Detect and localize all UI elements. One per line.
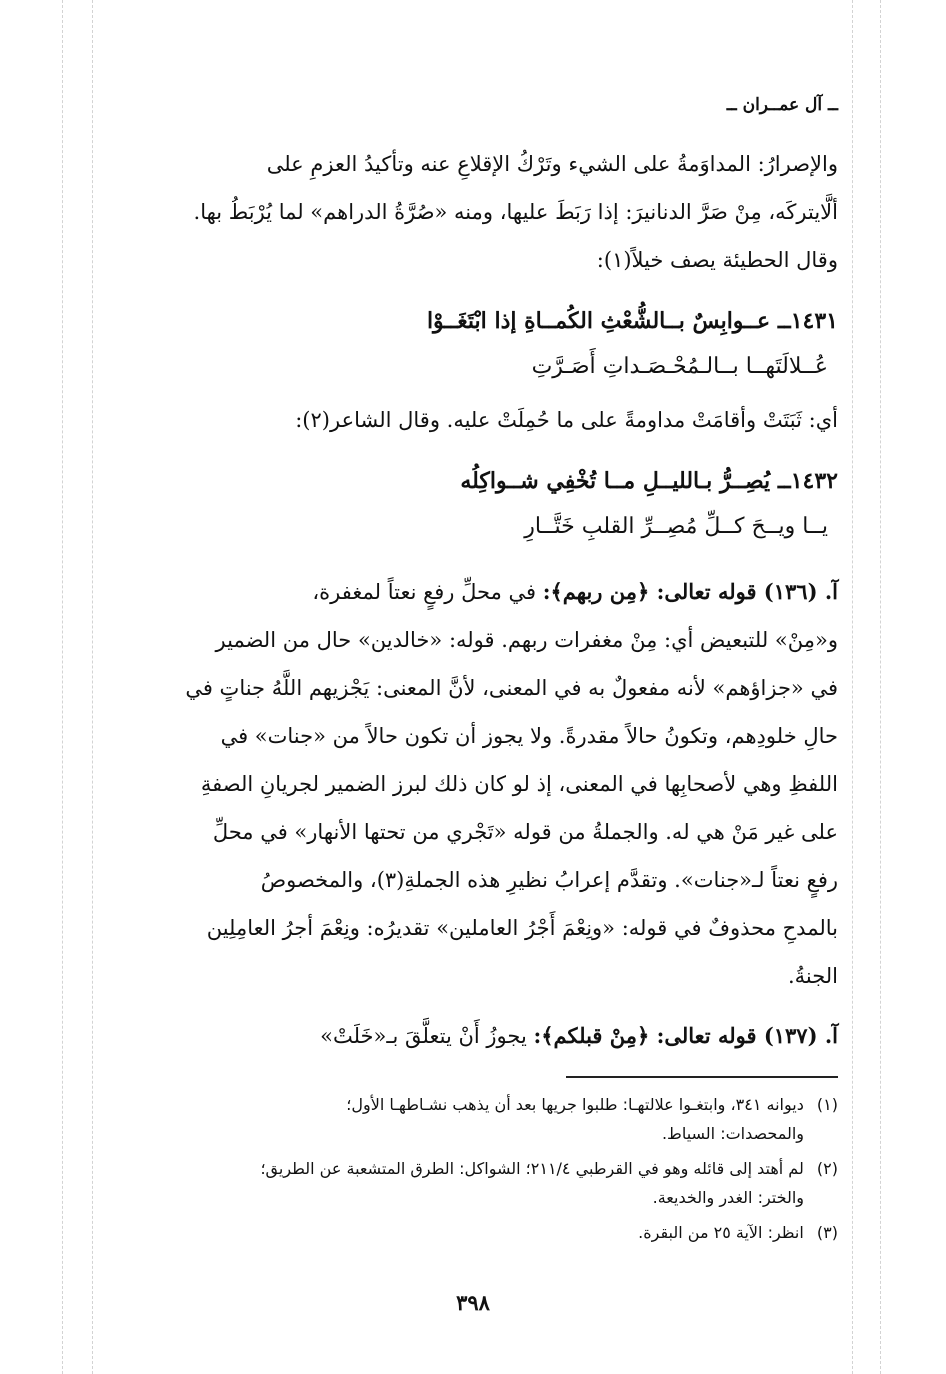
footnote-text-continued: والختر: الغدر والخديعة. xyxy=(652,1188,804,1207)
footnote-2 xyxy=(110,1154,838,1212)
margin-guide-left xyxy=(62,0,63,1374)
verse-1432 xyxy=(110,458,838,550)
paragraph-136-line: اللفظِ وهي لأصحابِها في المعنى، إذ لو كان ذلك لبرز الضمير لجريانِ الصفةِ xyxy=(200,772,838,796)
paragraph-136-line: في محلِّ رفعٍ نعتاً لمغفرة، xyxy=(312,580,537,604)
footnote-number: (١) xyxy=(816,1095,838,1114)
intro-line-1: والإصرارُ: المداوَمةُ على الشيء وتَرْكُ الإقلاعِ عنه وتأكيدُ العزمِ على xyxy=(266,152,838,176)
paragraph-136-line: في «جزاؤهم» لأنه مفعولٌ به في المعنى، لأنَّ المعنى: يَجْزيهم اللَّهُ جناتٍ في xyxy=(185,676,838,700)
paragraph-137-text: يجوزُ أَنْ يتعلَّقَ بـ«خَلَتْ» xyxy=(320,1024,527,1048)
ayah-137-label: آ. (١٣٧) قوله تعالى: ﴿مِنْ قبلكم﴾: xyxy=(533,1023,838,1048)
footnote-separator xyxy=(566,1076,838,1078)
footnote-text: ديوانه ٣٤١، وابتغـوا علالتهـا: طلبوا جريها بعد أن يذهب نشـاطهـا الأول؛ xyxy=(346,1095,804,1114)
footnote-3 xyxy=(110,1218,838,1247)
verse-1432-second-hemistich: يــا ويــحَ كــلِّ مُصِــرِّ القلبِ خَتَّــارِ xyxy=(524,514,828,539)
page-number: ٣٩٨ xyxy=(456,1290,490,1315)
verse-1432-first-hemistich: ١٤٣٢ــ يُصِــرُّ بـالليــلِ مــا تُخْفِي شــواكِلُه xyxy=(460,468,838,494)
intro-line-3: وقال الحطيئة يصف خيلاً(١): xyxy=(596,248,838,272)
verse-1431-second-hemistich: عُــلالَتَهــا بــالـمُحْـصَـداتِ أَصَـرَّتِ xyxy=(531,354,828,379)
verse-1431-first-hemistich: ١٤٣١ــ عــوابِسٌ بــالشُّعْثِ الكُمــاةِ إذا ابْتَغَــوْا xyxy=(426,308,838,334)
footnote-text-continued: والمحصدات: السياط. xyxy=(661,1124,804,1143)
footnote-number: (٣) xyxy=(816,1223,838,1242)
paragraph-136-line: على غير مَنْ هي له. والجملةُ من قوله «تَجْري من تحتها الأنهار» في محلِّ xyxy=(212,820,838,844)
margin-guide-right xyxy=(880,0,881,1374)
ayah-136-label: آ. (١٣٦) قوله تعالى: ﴿مِن ربهم﴾: xyxy=(542,579,838,604)
paragraph-136-first-line xyxy=(110,568,838,616)
paragraph-136-line: حالِ خلودِهم، وتكونُ حالاً مقدرةً. ولا يجوز أن تكون حالاً من «جنات» في xyxy=(220,724,838,748)
paragraph-137-first-line xyxy=(110,1012,838,1060)
footnote-number: (٢) xyxy=(816,1159,838,1178)
running-header: ــ آل عمــران ــ xyxy=(726,95,838,115)
intro-line-2: ألَّايتركَه، مِنْ صَرَّ الدنانيرَ: إذا رَبَطَ عليها، ومنه «صُرَّةُ الدراهم» لما يُرْبَطُ بها. xyxy=(193,200,838,224)
book-page xyxy=(110,88,838,1338)
verse-1431 xyxy=(110,298,838,390)
paragraph-136-line: رفعٍ نعتاً لـ«جنات». وتقدَّم إعرابُ نظيرِ هذه الجملةِ(٣)، والمخصوصُ xyxy=(260,868,838,892)
margin-guide-inner-left xyxy=(92,0,93,1374)
paragraph-136-line: الجنةُ. xyxy=(787,964,838,988)
paragraph-136-line: بالمدحِ محذوفٌ في قوله: «ونِعْمَ أَجْرُ العاملين» تقديرُه: ونِعْمَ أجرُ العامِلِين xyxy=(206,916,838,940)
paragraph-136-line: و«مِنْ» للتبعيض أي: مِنْ مغفرات ربهم. قوله: «خالدين» حال من الضمير xyxy=(215,628,838,652)
footnote-text: لم أهتد إلى قائله وهو في القرطبي ٢١١/٤؛ الشواكل: الطرق المتشعبة عن الطريق؛ xyxy=(260,1159,804,1178)
footnote-text: انظر: الآية ٢٥ من البقرة. xyxy=(638,1223,804,1242)
footnote-1 xyxy=(110,1090,838,1148)
verse-explanation-line: أي: ثَبَتَتْ وأقامَتْ مداومةً على ما حُمِلَتْ عليه. وقال الشاعر(٢): xyxy=(295,408,838,432)
margin-guide-inner-right xyxy=(852,0,853,1374)
